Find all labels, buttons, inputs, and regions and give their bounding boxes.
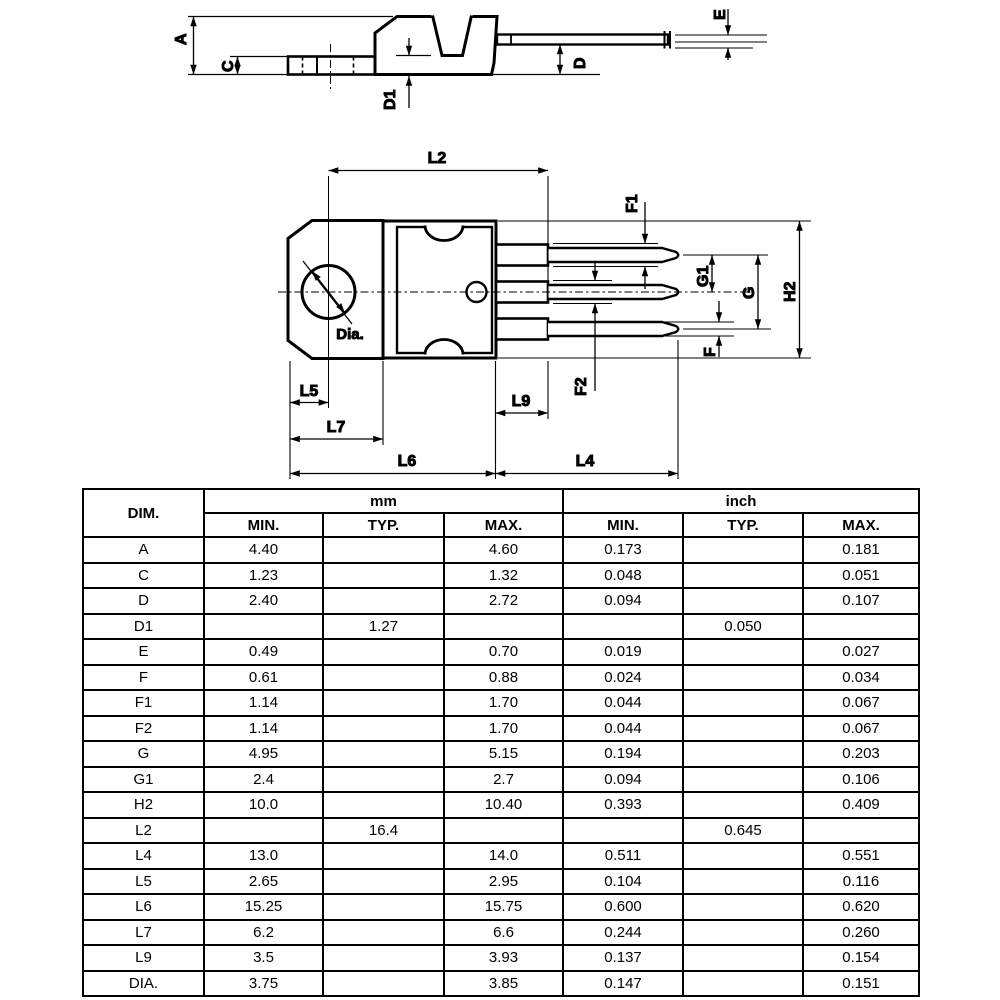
dim-label-l4: L4	[575, 453, 595, 470]
dim-label-a: A	[173, 33, 190, 45]
value-cell: 3.85	[444, 971, 563, 997]
value-cell: 2.40	[204, 588, 323, 614]
value-cell: 0.094	[563, 767, 683, 793]
dim-label-h2: H2	[782, 281, 799, 302]
table-header-mm-typ: TYP.	[323, 513, 444, 537]
value-cell	[683, 869, 803, 895]
value-cell: 0.044	[563, 716, 683, 742]
value-cell: 0.620	[803, 894, 919, 920]
table-header-minmax-row	[83, 513, 919, 537]
value-cell	[323, 716, 444, 742]
dim-cell: L5	[83, 869, 204, 895]
dim-label-l2: L2	[427, 150, 447, 167]
dim-cell: DIA.	[83, 971, 204, 997]
value-cell: 0.154	[803, 945, 919, 971]
side-view-drawing	[173, 9, 767, 110]
value-cell: 0.116	[803, 869, 919, 895]
value-cell: 16.4	[323, 818, 444, 844]
value-cell	[323, 843, 444, 869]
value-cell: 15.25	[204, 894, 323, 920]
table-header-mm: mm	[204, 489, 563, 513]
dim-label-l5: L5	[299, 383, 319, 400]
value-cell: 1.70	[444, 690, 563, 716]
value-cell	[323, 588, 444, 614]
dim-label-l9: L9	[511, 393, 531, 410]
value-cell	[323, 971, 444, 997]
value-cell: 0.137	[563, 945, 683, 971]
value-cell	[683, 767, 803, 793]
value-cell: 0.551	[803, 843, 919, 869]
front-view-drawing	[278, 150, 811, 479]
dim-cell: L2	[83, 818, 204, 844]
table-row	[83, 843, 919, 869]
value-cell	[323, 690, 444, 716]
table-header-inch-min: MIN.	[563, 513, 683, 537]
value-cell: 0.194	[563, 741, 683, 767]
value-cell: 0.067	[803, 716, 919, 742]
value-cell	[323, 869, 444, 895]
table-row	[83, 945, 919, 971]
value-cell: 0.260	[803, 920, 919, 946]
table-row	[83, 563, 919, 589]
value-cell	[323, 792, 444, 818]
table-header-inch-max: MAX.	[803, 513, 919, 537]
table-header-inch-typ: TYP.	[683, 513, 803, 537]
table-row	[83, 665, 919, 691]
value-cell: 1.14	[204, 690, 323, 716]
value-cell: 0.094	[563, 588, 683, 614]
value-cell: 0.203	[803, 741, 919, 767]
value-cell: 10.40	[444, 792, 563, 818]
value-cell: 0.024	[563, 665, 683, 691]
dim-cell: D	[83, 588, 204, 614]
value-cell: 0.104	[563, 869, 683, 895]
value-cell: 0.034	[803, 665, 919, 691]
value-cell	[323, 945, 444, 971]
dim-cell: G	[83, 741, 204, 767]
dim-label-l7: L7	[326, 419, 346, 436]
value-cell	[323, 537, 444, 563]
value-cell: 0.49	[204, 639, 323, 665]
value-cell	[444, 818, 563, 844]
table-row	[83, 537, 919, 563]
dim-cell: C	[83, 563, 204, 589]
value-cell: 0.151	[803, 971, 919, 997]
dim-label-l6: L6	[397, 453, 417, 470]
value-cell	[683, 945, 803, 971]
dim-cell: L6	[83, 894, 204, 920]
value-cell	[563, 614, 683, 640]
value-cell	[563, 818, 683, 844]
value-cell: 0.61	[204, 665, 323, 691]
dimensions-table	[82, 488, 920, 997]
value-cell: 0.645	[683, 818, 803, 844]
value-cell	[683, 971, 803, 997]
value-cell: 0.600	[563, 894, 683, 920]
dim-cell: L9	[83, 945, 204, 971]
table-row	[83, 639, 919, 665]
value-cell: 2.95	[444, 869, 563, 895]
dim-cell: L4	[83, 843, 204, 869]
dim-cell: H2	[83, 792, 204, 818]
table-row	[83, 818, 919, 844]
value-cell: 0.067	[803, 690, 919, 716]
dim-cell: E	[83, 639, 204, 665]
table-row	[83, 971, 919, 997]
value-cell	[683, 690, 803, 716]
dim-label-d: D	[572, 57, 589, 69]
value-cell: 0.393	[563, 792, 683, 818]
value-cell: 2.7	[444, 767, 563, 793]
value-cell	[204, 818, 323, 844]
table-row	[83, 792, 919, 818]
table-row	[83, 690, 919, 716]
value-cell: 1.14	[204, 716, 323, 742]
value-cell: 0.511	[563, 843, 683, 869]
value-cell: 0.173	[563, 537, 683, 563]
value-cell: 4.60	[444, 537, 563, 563]
value-cell: 0.051	[803, 563, 919, 589]
value-cell: 14.0	[444, 843, 563, 869]
dim-label-g: G	[741, 286, 758, 299]
dim-cell: L7	[83, 920, 204, 946]
value-cell	[683, 843, 803, 869]
value-cell	[683, 741, 803, 767]
lead-top	[496, 245, 678, 266]
table-header-dim: DIM.	[83, 489, 204, 537]
dim-cell: F1	[83, 690, 204, 716]
value-cell: 5.15	[444, 741, 563, 767]
value-cell: 0.107	[803, 588, 919, 614]
value-cell: 10.0	[204, 792, 323, 818]
value-cell	[683, 716, 803, 742]
value-cell: 0.044	[563, 690, 683, 716]
value-cell: 0.147	[563, 971, 683, 997]
table-row	[83, 894, 919, 920]
value-cell: 2.4	[204, 767, 323, 793]
value-cell	[444, 614, 563, 640]
dim-label-d1: D1	[382, 89, 399, 110]
value-cell: 3.5	[204, 945, 323, 971]
value-cell	[323, 767, 444, 793]
value-cell	[683, 792, 803, 818]
value-cell: 6.2	[204, 920, 323, 946]
value-cell: 13.0	[204, 843, 323, 869]
lead-side-view	[497, 35, 668, 45]
value-cell: 0.244	[563, 920, 683, 946]
dim-cell: A	[83, 537, 204, 563]
value-cell: 2.72	[444, 588, 563, 614]
dim-label-g1: G1	[695, 265, 712, 287]
table-header-inch: inch	[563, 489, 919, 513]
value-cell: 1.32	[444, 563, 563, 589]
value-cell	[683, 588, 803, 614]
value-cell	[323, 920, 444, 946]
value-cell: 0.050	[683, 614, 803, 640]
value-cell: 0.409	[803, 792, 919, 818]
value-cell	[683, 920, 803, 946]
value-cell: 4.40	[204, 537, 323, 563]
value-cell	[323, 741, 444, 767]
value-cell	[803, 818, 919, 844]
table-row	[83, 869, 919, 895]
dim-label-f2: F2	[573, 377, 590, 396]
value-cell	[323, 639, 444, 665]
value-cell	[323, 894, 444, 920]
dim-cell: F	[83, 665, 204, 691]
value-cell: 0.027	[803, 639, 919, 665]
table-header-units-row	[83, 489, 919, 513]
value-cell	[683, 894, 803, 920]
value-cell: 1.27	[323, 614, 444, 640]
table-header-mm-max: MAX.	[444, 513, 563, 537]
dim-label-f1: F1	[624, 194, 641, 213]
table-row	[83, 741, 919, 767]
value-cell: 6.6	[444, 920, 563, 946]
dim-label-f: F	[702, 347, 719, 357]
dim-cell: G1	[83, 767, 204, 793]
table-row	[83, 614, 919, 640]
value-cell: 0.106	[803, 767, 919, 793]
lead-bottom	[496, 319, 678, 340]
value-cell: 1.70	[444, 716, 563, 742]
dim-label-e: E	[712, 9, 729, 20]
table-row	[83, 716, 919, 742]
value-cell	[683, 537, 803, 563]
tab-side-view	[288, 57, 375, 75]
value-cell	[683, 639, 803, 665]
value-cell: 3.75	[204, 971, 323, 997]
dim-label-dia: Dia.	[336, 326, 364, 343]
value-cell: 0.048	[563, 563, 683, 589]
value-cell: 3.93	[444, 945, 563, 971]
value-cell	[803, 614, 919, 640]
value-cell	[204, 614, 323, 640]
package-outline-drawing	[0, 0, 1000, 488]
table-row	[83, 920, 919, 946]
dim-cell: F2	[83, 716, 204, 742]
value-cell	[683, 665, 803, 691]
value-cell: 2.65	[204, 869, 323, 895]
value-cell: 15.75	[444, 894, 563, 920]
value-cell	[323, 563, 444, 589]
value-cell: 1.23	[204, 563, 323, 589]
value-cell	[323, 665, 444, 691]
table-row	[83, 588, 919, 614]
value-cell	[683, 563, 803, 589]
dim-cell: D1	[83, 614, 204, 640]
dim-label-c: C	[220, 60, 237, 72]
value-cell: 4.95	[204, 741, 323, 767]
value-cell: 0.019	[563, 639, 683, 665]
value-cell: 0.181	[803, 537, 919, 563]
value-cell: 0.70	[444, 639, 563, 665]
value-cell: 0.88	[444, 665, 563, 691]
table-row	[83, 767, 919, 793]
table-header-mm-min: MIN.	[204, 513, 323, 537]
